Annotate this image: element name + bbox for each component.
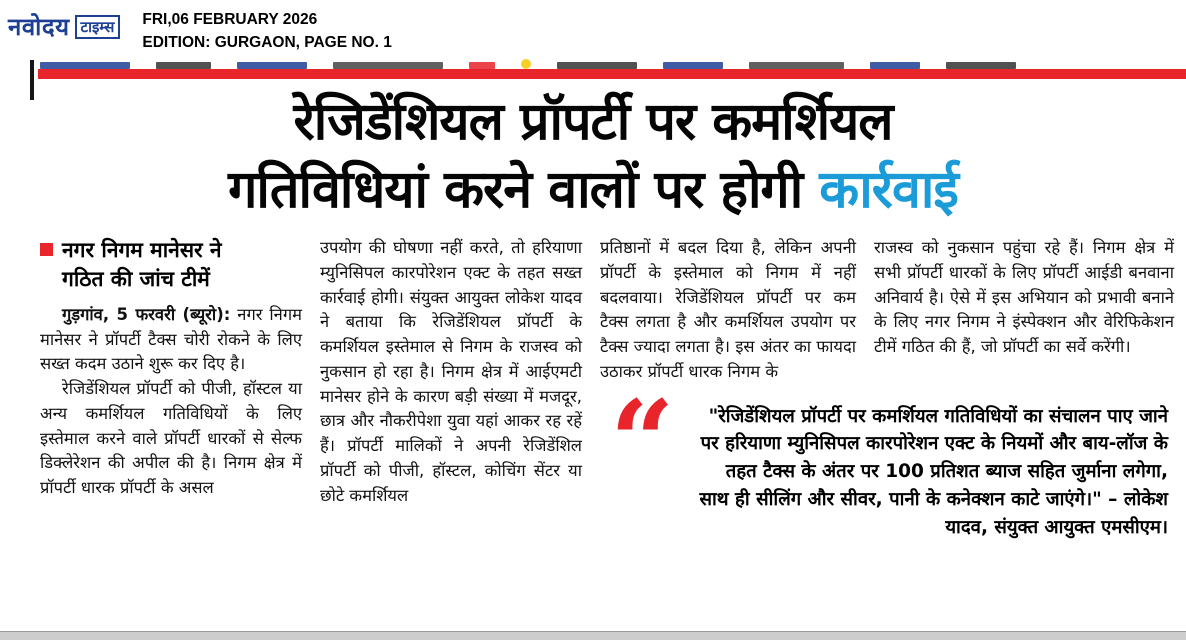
yellow-dot-fragment bbox=[521, 59, 531, 69]
cropped-fragment bbox=[870, 62, 920, 69]
red-square-bullet-icon bbox=[40, 243, 53, 256]
cropped-fragment bbox=[749, 62, 844, 69]
header-meta bbox=[142, 8, 391, 55]
red-divider-rule bbox=[38, 69, 1186, 79]
headline-line-1: रेजिडेंशियल प्रॉपर्टी पर कमर्शियल bbox=[293, 92, 893, 152]
column-2 bbox=[320, 236, 582, 539]
pull-quote bbox=[600, 376, 1174, 539]
cropped-fragment bbox=[237, 62, 307, 69]
right-half bbox=[600, 236, 1174, 539]
dateline: गुड़गांव, 5 फरवरी (ब्यूरो): bbox=[62, 304, 231, 324]
paragraph: प्रतिष्ठानों में बदल दिया है, लेकिन अपनी प्रॉपर्टी के इस्तेमाल को निगम में नहीं बदलवाया। रेजिडेंशियल प्रॉपर्टी पर कम टैक्स लगता है और कमर्शियल उपयोग पर टैक्स ज्यादा लगता है। इस अंतर का फायदा उठाकर प्रॉपर्टी धारक निगम के bbox=[600, 238, 856, 381]
newspaper-logo bbox=[8, 10, 120, 43]
column-1 bbox=[40, 236, 302, 539]
logo-word-times: टाइम्स bbox=[75, 15, 121, 39]
column-3 bbox=[600, 236, 856, 385]
paragraph bbox=[40, 303, 302, 377]
cropped-fragment bbox=[156, 62, 211, 69]
sub-headline bbox=[40, 236, 302, 293]
clipping-header bbox=[0, 0, 1186, 54]
cropped-top-edge bbox=[40, 56, 1180, 69]
sub-headline-line-1: नगर निगम मानेसर ने bbox=[62, 238, 222, 263]
paragraph-text: नगर निगम मानेसर ने प्रॉपर्टी टैक्स चोरी रोकने के लिए सख्त कदम उठाने शुरू कर दिए है। bbox=[40, 304, 302, 374]
cropped-fragment bbox=[333, 62, 443, 69]
headline bbox=[46, 89, 1140, 224]
quote-attribution: – लोकेश यादव, संयुक्त आयुक्त एमसीएम। bbox=[945, 488, 1168, 538]
quote-mark-icon: “ bbox=[610, 376, 675, 508]
article-body bbox=[40, 236, 1174, 539]
cropped-fragment bbox=[946, 62, 1016, 69]
paragraph: उपयोग की घोषणा नहीं करते, तो हरियाणा म्युनिसिपल कारपोरेशन एक्ट के तहत सख्त कार्रवाई होगी। संयुक्त आयुक्त लोकेश यादव ने बताया कि रेजिडेंशियल प्रॉपर्टी के कमर्शियल इस्तेमाल से निगम के राजस्व को नुकसान हो रहा है। निगम क्षेत्र में आईएमटी मानेसर होने के कारण बड़ी संख्या में मजदूर, छात्र और नौकरीपेशा युवा यहां आकर रह रहें हैं। प्रॉपर्टी मालिकों ने अपनी रेजिडेंशिल प्रॉपर्टी को पीजी, हॉस्टल, कोचिंग सेंटर या छोटे कमर्शियल bbox=[320, 238, 582, 505]
sub-headline-line-2: गठित की जांच टीमें bbox=[62, 266, 210, 291]
headline-highlight-word: कार्रवाई bbox=[819, 159, 958, 220]
edition-line: EDITION: GURGAON, PAGE NO. 1 bbox=[142, 34, 392, 52]
headline-line-2-text: गतिविधियां करने वालों पर होगी bbox=[228, 159, 820, 220]
headline-line-2 bbox=[46, 157, 1140, 225]
cropped-fragment bbox=[663, 62, 723, 69]
paragraph: रेजिडेंशियल प्रॉपर्टी को पीजी, हॉस्टल या अन्य कमर्शियल गतिविधियों के लिए इस्तेमाल करने वाले प्रॉपर्टी धारकों से सेल्फ डिक्लेरेशन की अपील की है। निगम क्षेत्र में प्रॉपर्टी धारक प्रॉपर्टी के असल bbox=[40, 379, 302, 498]
column-4 bbox=[874, 236, 1174, 385]
paragraph: राजस्व को नुकसान पहुंचा रहे हैं। निगम क्षेत्र में सभी प्रॉपर्टी धारकों के लिए प्रॉपर्टी आईडी बनवाना अनिवार्य है। ऐसे में इस अभियान को प्रभावी बनाने के लिए नगर निगम ने इंस्पेक्शन और वेरिफिकेशन टीमें गठित की हैं, जो प्रॉपर्टी का सर्वे करेंगी। bbox=[874, 238, 1174, 357]
quote-text: "रेजिडेंशियल प्रॉपर्टी पर कमर्शियल गतिविधियों का संचालन पाए जाने पर हरियाणा म्युनिसिपल कारपोरेशन एक्ट के नियमों और बाय-लॉज के तहत टैक्स के अंतर पर 100 प्रतिशत ब्याज सहित जुर्माना लगेगा, साथ ही सीलिंग और सीवर, पानी के कनेक्शन काटे जाएंगे।" bbox=[699, 405, 1168, 510]
cropped-fragment bbox=[40, 62, 130, 69]
date-line: FRI,06 FEBRUARY 2026 bbox=[142, 11, 318, 28]
right-columns bbox=[600, 236, 1174, 385]
cropped-fragment bbox=[557, 62, 637, 69]
bottom-edge bbox=[0, 631, 1186, 640]
cropped-fragment bbox=[469, 62, 495, 69]
logo-word-navodaya: नवोदय bbox=[8, 13, 70, 41]
left-edge-mark bbox=[30, 60, 34, 100]
